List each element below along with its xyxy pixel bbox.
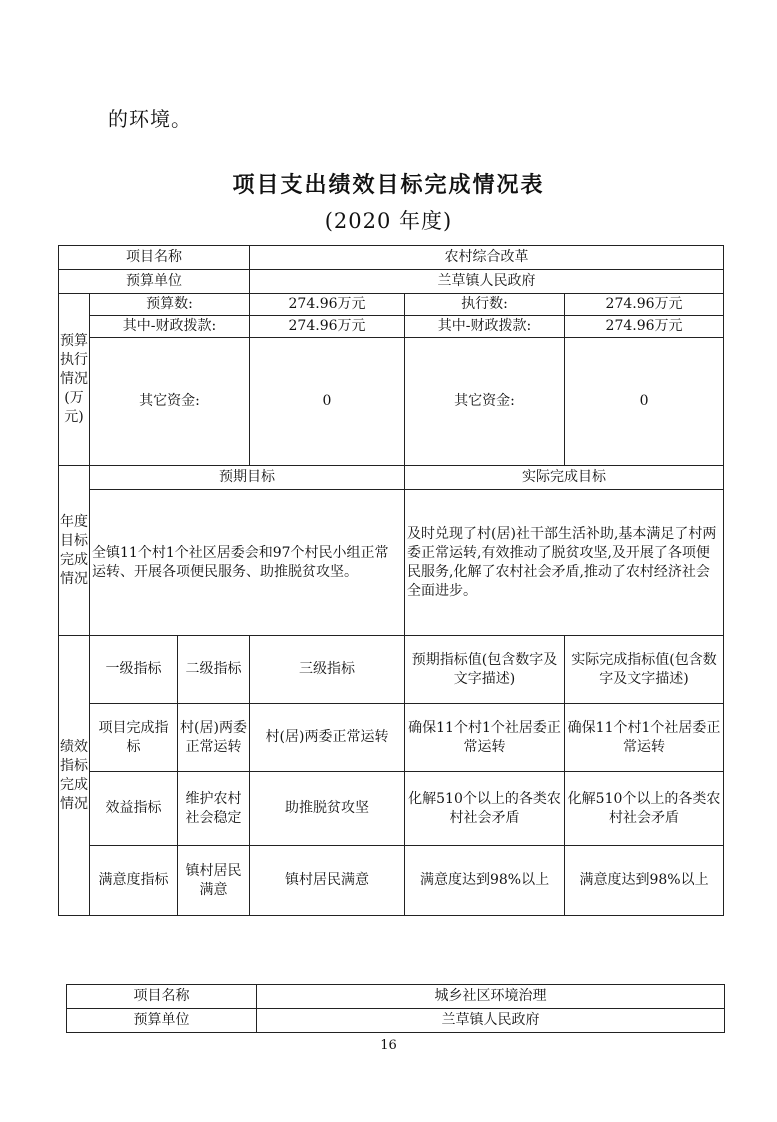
- row3-actual: 满意度达到98%以上: [565, 846, 724, 916]
- other-funds-value-2: 0: [565, 338, 724, 466]
- performance-side-label: 绩效指标完成情况: [59, 636, 90, 916]
- header-level2: 二级指标: [178, 636, 250, 704]
- row1-level1: 项目完成指标: [90, 704, 178, 772]
- fiscal-value-2: 274.96万元: [565, 316, 724, 338]
- expected-goal-header: 预期目标: [90, 466, 405, 490]
- row1-level2: 村(居)两委正常运转: [178, 704, 250, 772]
- actual-goal-header: 实际完成目标: [405, 466, 724, 490]
- row2-level2: 维护农村社会稳定: [178, 772, 250, 846]
- row1-actual: 确保11个村1个社居委正常运转: [565, 704, 724, 772]
- other-funds-label-1: 其它资金:: [90, 338, 250, 466]
- project2-name-value: 城乡社区环境治理: [257, 985, 725, 1009]
- project-name-label: 项目名称: [59, 246, 250, 270]
- other-funds-value-1: 0: [250, 338, 405, 466]
- budget-unit-label: 预算单位: [59, 270, 250, 294]
- header-actual-value: 实际完成指标值(包含数字及文字描述): [565, 636, 724, 704]
- exec-amount-label: 执行数:: [405, 294, 565, 316]
- exec-amount-value: 274.96万元: [565, 294, 724, 316]
- header-level1: 一级指标: [90, 636, 178, 704]
- project2-name-label: 项目名称: [67, 985, 257, 1009]
- lead-text: 的环境。: [108, 107, 192, 131]
- budget-unit-value: 兰草镇人民政府: [250, 270, 724, 294]
- page-subtitle: (2020 年度): [324, 209, 453, 233]
- budget-execution-side-label: 预算执行情况(万元): [59, 294, 90, 466]
- budget-amount-label: 预算数:: [90, 294, 250, 316]
- budget-amount-value: 274.96万元: [250, 294, 405, 316]
- project2-budget-unit-label: 预算单位: [67, 1009, 257, 1033]
- fiscal-value-1: 274.96万元: [250, 316, 405, 338]
- project2-budget-unit-value: 兰草镇人民政府: [257, 1009, 725, 1033]
- row3-expected: 满意度达到98%以上: [405, 846, 565, 916]
- fiscal-label-1: 其中-财政拨款:: [90, 316, 250, 338]
- annual-goal-side-label: 年度目标完成情况: [59, 466, 90, 636]
- row3-level1: 满意度指标: [90, 846, 178, 916]
- row3-level3: 镇村居民满意: [250, 846, 405, 916]
- row2-level3: 助推脱贫攻坚: [250, 772, 405, 846]
- second-project-table: [66, 984, 725, 1033]
- row1-expected: 确保11个村1个社居委正常运转: [405, 704, 565, 772]
- table-row: [59, 772, 724, 846]
- page-title: 项目支出绩效目标完成情况表: [232, 172, 545, 198]
- row3-level2: 镇村居民满意: [178, 846, 250, 916]
- table-row: [59, 704, 724, 772]
- expected-goal-text: 全镇11个村1个社区居委会和97个村民小组正常运转、开展各项便民服务、助推脱贫攻坚。: [90, 490, 405, 636]
- header-expected-value: 预期指标值(包含数字及文字描述): [405, 636, 565, 704]
- table-row: [59, 846, 724, 916]
- fiscal-label-2: 其中-财政拨款:: [405, 316, 565, 338]
- actual-goal-text: 及时兑现了村(居)社干部生活补助,基本满足了村两委正常运转,有效推动了脱贫攻坚,及开展了各项便民服务,化解了农村社会矛盾,推动了农村经济社会全面进步。: [405, 490, 724, 636]
- row1-level3: 村(居)两委正常运转: [250, 704, 405, 772]
- project-name-value: 农村综合改革: [250, 246, 724, 270]
- row2-level1: 效益指标: [90, 772, 178, 846]
- row2-actual: 化解510个以上的各类农村社会矛盾: [565, 772, 724, 846]
- other-funds-label-2: 其它资金:: [405, 338, 565, 466]
- page-number: 16: [380, 1038, 397, 1053]
- header-level3: 三级指标: [250, 636, 405, 704]
- row2-expected: 化解510个以上的各类农村社会矛盾: [405, 772, 565, 846]
- performance-table: [58, 245, 724, 916]
